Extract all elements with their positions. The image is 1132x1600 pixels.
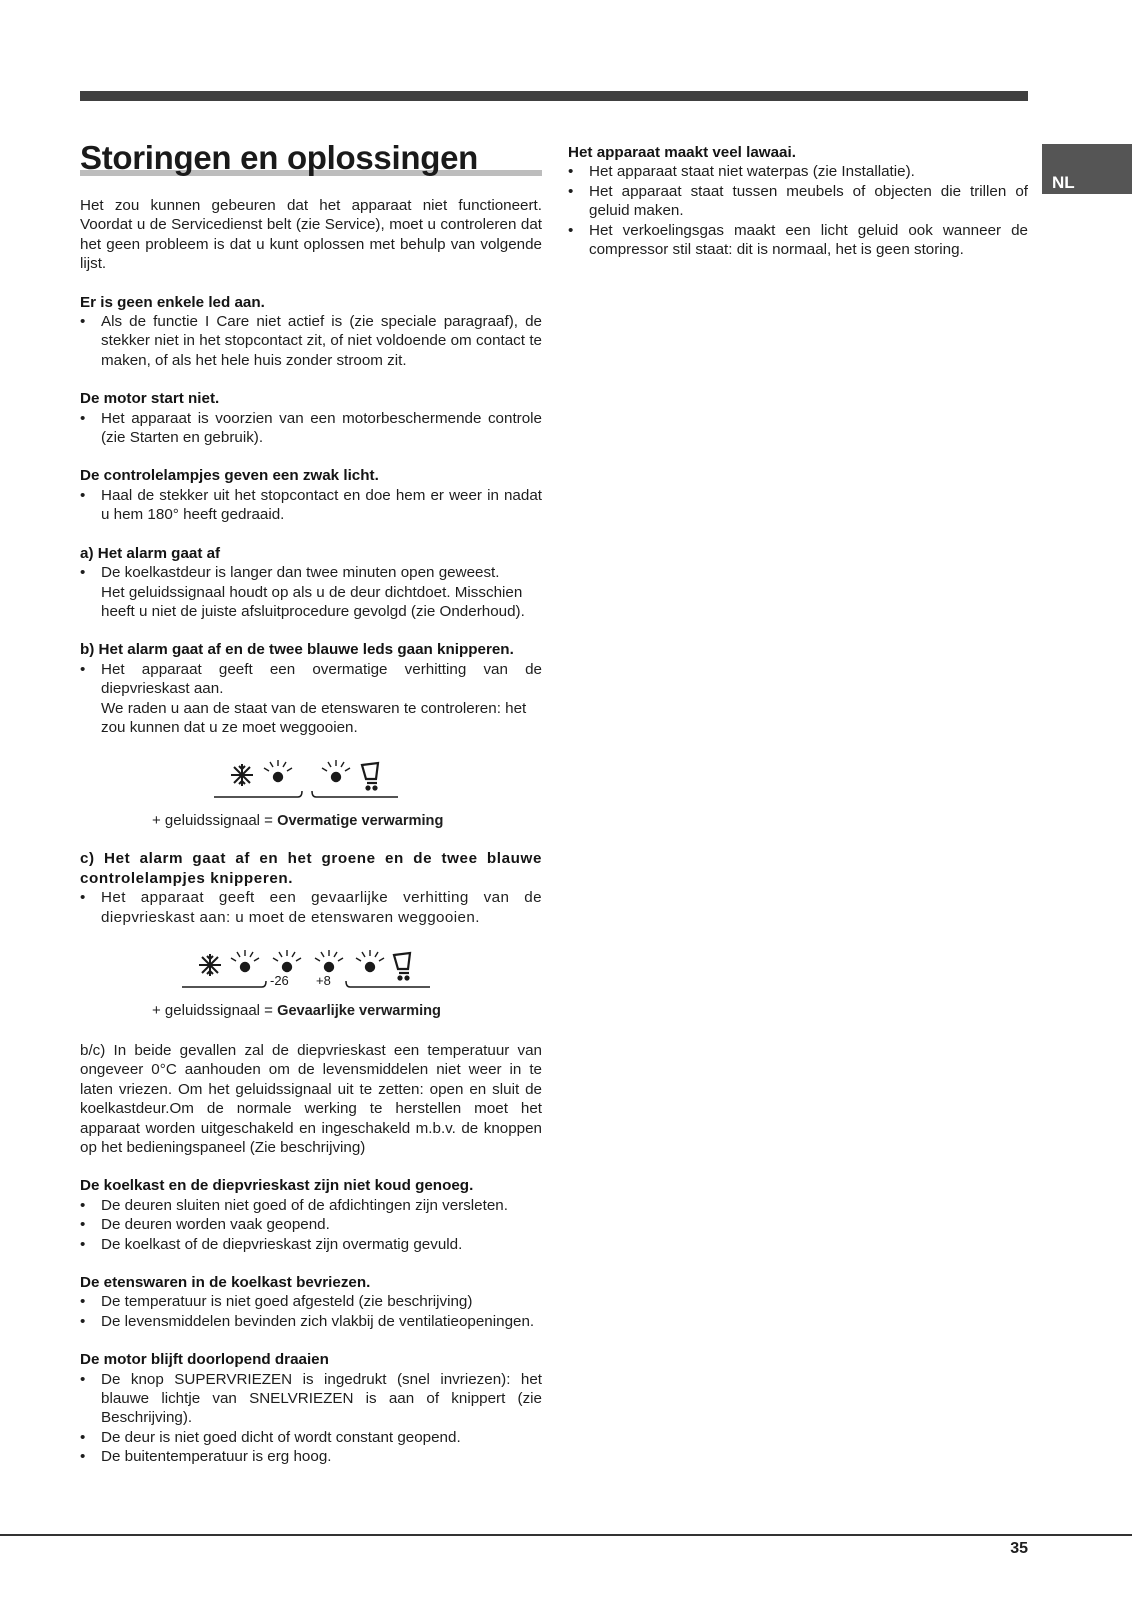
list-item: • De levensmiddelen bevinden zich vlakbij de ventilatieopeningen.	[80, 1312, 535, 1330]
right-column	[568, 143, 1028, 259]
list-item: • Haal de stekker uit het stopcontact en doe hem er weer in nadat u hem 180° heeft gedraaid.	[80, 486, 542, 524]
bottom-rule	[0, 1534, 1132, 1536]
list-item: • Het verkoelingsgas maakt een licht geluid ook wanneer de compressor stil staat: dit is normaal, het is geen storing.	[568, 221, 1028, 259]
list-item: • Het apparaat geeft een gevaarlijke verhitting van de diepvrieskast aan: u moet de etenswaren weggooien.	[80, 889, 542, 926]
bullet-list	[80, 1370, 542, 1467]
intro-paragraph: Het zou kunnen gebeuren dat het apparaat niet functioneert. Voordat u de Servicedienst belt (zie Service), moet u controleren dat het geen probleem is dat u kunt oplossen met behulp van volgende lijst.	[80, 197, 542, 273]
bullet-list	[80, 312, 542, 370]
list-item: • De deur is niet goed dicht of wordt constant geopend.	[80, 1428, 461, 1446]
section	[80, 1350, 542, 1466]
bullet-list	[80, 660, 542, 699]
section	[80, 389, 542, 447]
snowflake-icon	[231, 764, 253, 786]
page-number: 35	[1010, 1540, 1028, 1557]
bracket-left	[214, 791, 302, 797]
bc-paragraph: b/c) In beide gevallen zal de diepvrieskast een temperatuur van ongeveer 0°C aanhouden om de levensmiddelen niet weer in te laten vriezen. Om het geluidssignaal uit te zetten: open en sluit de koelkastdeur.Om de normale werking te herstellen moet het apparaat worden uitgeschakeld en ingeschakeld m.b.v. de knoppen op het bedieningspaneel (Zie beschrijving)	[80, 1041, 542, 1156]
sections-before	[80, 293, 542, 738]
section-heading: De motor blijft doorlopend draaien	[80, 1351, 329, 1369]
section-c	[80, 849, 542, 927]
list-item: • De koelkastdeur is langer dan twee minuten open geweest.	[80, 564, 500, 582]
section	[80, 466, 542, 524]
list-item: • Het apparaat staat tussen meubels of objecten die trillen of geluid maken.	[568, 182, 1028, 220]
section	[80, 544, 542, 622]
section	[80, 1176, 542, 1254]
caption-bold: Gevaarlijke verwarming	[277, 1002, 441, 1019]
snowflake-icon	[199, 954, 221, 976]
title-block	[80, 136, 542, 182]
blinking-led-icon	[231, 950, 259, 972]
language-tab: NL	[1042, 144, 1132, 194]
list-item: • De knop SUPERVRIEZEN is ingedrukt (snel invriezen): het blauwe lichtje van SNELVRIEZEN is aan of knippert (zie Beschrijving).	[80, 1370, 542, 1427]
list-item: • De buitentemperatuur is erg hoog.	[80, 1448, 332, 1466]
list-item: • De temperatuur is niet goed afgesteld (zie beschrijving)	[80, 1293, 473, 1311]
bullet-list	[80, 563, 542, 582]
continuation-text: We raden u aan de staat van de etenswaren te controleren: het zou kunnen dat u ze moet weggooien.	[101, 699, 527, 736]
figure-overheating	[80, 751, 542, 831]
sections-after	[80, 1176, 542, 1466]
blinking-led-icon	[356, 950, 384, 972]
figure-caption-b	[152, 811, 542, 831]
caption-prefix: + geluidssignaal =	[152, 812, 278, 830]
section	[80, 640, 542, 737]
left-column	[80, 136, 542, 1467]
label-minus: -26	[270, 972, 289, 988]
bullet-list	[80, 1196, 542, 1254]
section-heading: De motor start niet.	[80, 390, 220, 408]
blinking-led-icon	[264, 760, 292, 782]
bracket-right	[346, 981, 430, 987]
alarm-horn-icon	[394, 953, 410, 980]
bullet-list	[80, 1292, 542, 1331]
list-item: • Als de functie I Care niet actief is (zie speciale paragraaf), de stekker niet in het stopcontact zit, of niet voldoende om contact te maken, of als het hele huis zonder stroom zit.	[80, 313, 542, 369]
list-item: • Het apparaat is voorzien van een motorbeschermende controle (zie Starten en gebruik).	[80, 409, 542, 447]
bullet-list	[568, 162, 1028, 259]
section	[80, 293, 542, 371]
figure-caption-c	[152, 1001, 542, 1021]
bullet-list	[80, 486, 542, 525]
list-item: • De koelkast of de diepvrieskast zijn overmatig gevuld.	[80, 1235, 463, 1253]
blinking-led-icon	[322, 760, 350, 782]
figure-dangerous	[80, 941, 542, 1021]
led-diagram-c	[80, 941, 542, 993]
section-heading: b) Het alarm gaat af en de twee blauwe leds gaan knipperen.	[80, 641, 514, 659]
section-heading: a) Het alarm gaat af	[80, 544, 221, 562]
bullet-list	[80, 409, 542, 448]
label-plus: +8	[316, 972, 331, 988]
blinking-led-icon	[273, 950, 301, 972]
section-heading: Er is geen enkele led aan.	[80, 293, 265, 311]
blinking-led-icon	[315, 950, 343, 972]
section-heading: De etenswaren in de koelkast bevriezen.	[80, 1274, 371, 1292]
led-diagram-b	[80, 751, 542, 803]
bracket-right	[312, 791, 398, 797]
top-rule	[80, 91, 1028, 101]
caption-prefix: + geluidssignaal =	[152, 1001, 278, 1019]
list-item: • De deuren sluiten niet goed of de afdichtingen zijn versleten.	[80, 1196, 508, 1214]
list-item: • De deuren worden vaak geopend.	[80, 1216, 330, 1234]
list-item: • Het apparaat geeft een overmatige verhitting van de diepvrieskast aan.	[80, 660, 542, 698]
section-heading: De controlelampjes geven een zwak licht.	[80, 467, 379, 485]
bracket-left	[182, 981, 266, 987]
page-title: Storingen en oplossingen	[80, 139, 478, 176]
list-item: • Het apparaat staat niet waterpas (zie Installatie).	[568, 163, 915, 181]
section-heading: Het apparaat maakt veel lawaai.	[568, 144, 796, 161]
section-heading: De koelkast en de diepvrieskast zijn niet koud genoeg.	[80, 1177, 474, 1195]
caption-bold: Overmatige verwarming	[277, 813, 444, 830]
bullet-list	[80, 888, 542, 927]
section-heading: c) Het alarm gaat af en het groene en de twee blauwe controlelampjes knipperen.	[80, 850, 542, 887]
section	[80, 1273, 542, 1331]
continuation-text: Het geluidssignaal houdt op als u de deur dichtdoet. Misschien heeft u niet de juiste afsluitprocedure gevolgd (zie Onderhoud).	[101, 583, 525, 620]
alarm-horn-icon	[362, 763, 378, 790]
